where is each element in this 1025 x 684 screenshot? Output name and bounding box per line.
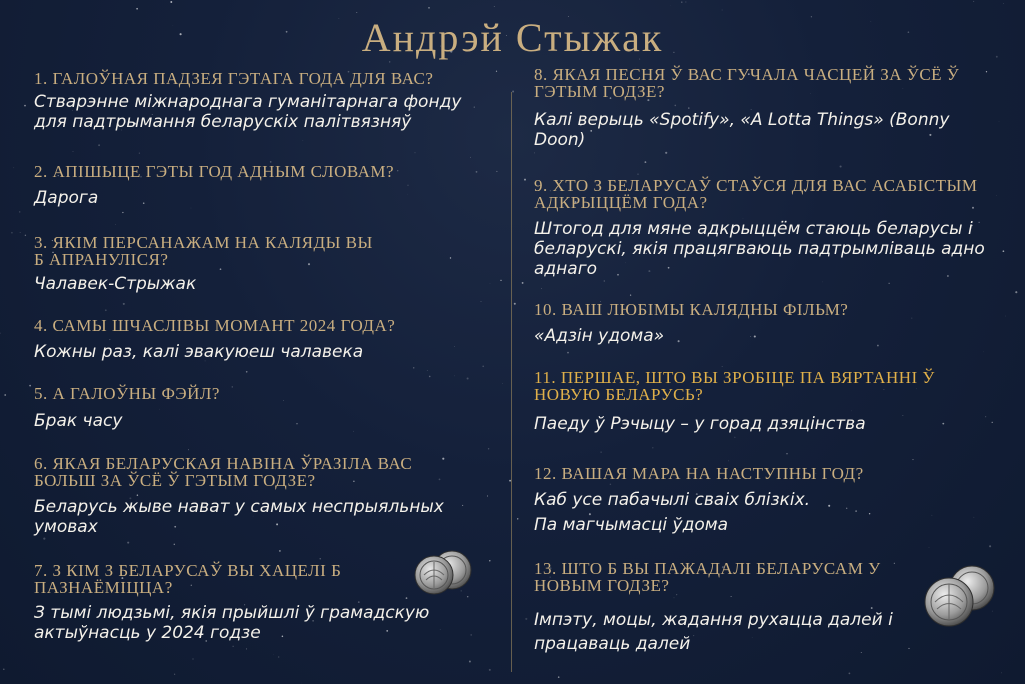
column-divider	[511, 92, 512, 672]
star	[25, 235, 26, 236]
star	[43, 538, 45, 540]
star	[439, 479, 441, 481]
question-11: 11. ПЕРШАЕ, ШТО ВЫ ЗРОБІЦЕ ПА ВЯРТАННІ Ў НОВУЮ БЕЛАРУСЬ?	[534, 368, 935, 404]
star	[676, 594, 677, 595]
star	[567, 352, 569, 354]
star	[320, 558, 321, 559]
star	[450, 257, 451, 258]
star	[604, 281, 605, 282]
answer-12: Каб усе пабачылі сваіх блізкіх. Па магчымасці ўдома	[534, 490, 811, 535]
star	[174, 544, 175, 545]
star	[786, 453, 787, 454]
star	[534, 153, 535, 154]
question-1: 1. ГАЛОЎНАЯ ПАДЗЕЯ ГЭТАГА ГОДА ДЛЯ ВАС?	[34, 69, 434, 88]
star	[482, 365, 484, 367]
star	[139, 152, 140, 153]
star	[193, 659, 194, 660]
star	[522, 282, 524, 284]
star	[489, 669, 491, 671]
star	[653, 448, 654, 449]
star	[407, 185, 408, 186]
star	[645, 161, 647, 163]
star	[1015, 291, 1017, 293]
star	[1003, 3, 1004, 4]
coin-stack-left-icon	[412, 548, 474, 598]
star	[353, 431, 354, 432]
answer-2: Дарога	[34, 188, 99, 208]
star	[127, 542, 129, 544]
star	[170, 1, 172, 3]
star	[517, 518, 518, 519]
question-3: 3. ЯКІМ ПЕРСАНАЖАМ НА КАЛЯДЫ ВЫ Б АПРАНУЛІСЯ?	[34, 233, 373, 269]
star	[159, 409, 160, 410]
star	[849, 673, 851, 675]
star	[488, 448, 489, 449]
star	[496, 71, 497, 72]
star	[889, 283, 890, 284]
question-10: 10. ВАШ ЛЮБІМЫ КАЛЯДНЫ ФІЛЬМ?	[534, 300, 849, 319]
star	[996, 195, 997, 196]
star	[989, 545, 991, 547]
star	[467, 377, 469, 379]
star	[637, 174, 638, 175]
answer-11: Паеду ў Рэчыцу – у горад дзяцінства	[534, 414, 866, 434]
star	[220, 268, 222, 270]
star	[610, 484, 611, 485]
star	[480, 301, 481, 302]
answer-5: Брак часу	[34, 411, 123, 431]
star	[469, 661, 471, 663]
star	[681, 1, 682, 2]
star	[630, 294, 631, 295]
star	[512, 91, 514, 93]
star	[4, 394, 6, 396]
star	[115, 224, 116, 225]
answer-13: Імпэту, моцы, жадання рухацца далей і працаваць далей	[534, 610, 893, 654]
star	[674, 105, 676, 107]
star	[73, 151, 74, 152]
star	[279, 550, 281, 552]
star	[0, 333, 1, 334]
star	[999, 121, 1000, 122]
star	[413, 367, 414, 368]
star	[541, 288, 542, 289]
answer-3: Чалавек-Стрыжак	[34, 274, 197, 294]
star	[912, 459, 913, 460]
star	[470, 157, 471, 158]
star	[136, 8, 138, 10]
star	[24, 105, 26, 107]
star	[233, 646, 234, 647]
answer-6: Беларусь жыве нават у самых неспрыяльных умовах	[34, 497, 444, 537]
star	[414, 152, 415, 153]
star	[1003, 250, 1005, 252]
star	[722, 10, 723, 11]
star	[665, 152, 667, 154]
star	[429, 376, 431, 378]
star	[600, 451, 601, 452]
star	[514, 303, 516, 305]
star	[674, 597, 675, 598]
star	[246, 371, 248, 373]
star	[840, 165, 842, 167]
star	[137, 494, 138, 495]
star	[246, 648, 247, 649]
answer-4: Кожны раз, калі эвакуюеш чалавека	[34, 342, 364, 362]
star	[356, 12, 357, 13]
star	[278, 656, 279, 657]
star	[494, 6, 495, 7]
star	[822, 282, 823, 283]
answer-7: З тымі людзьмі, якія прыйшлі ў грамадскую актыўнасць у 2024 годзе	[34, 603, 430, 643]
star	[20, 232, 21, 233]
star	[98, 144, 100, 146]
star	[722, 366, 723, 367]
star	[686, 2, 687, 3]
answer-1: Стварэнне міжнароднага гуманітарнага фонду для падтрымання беларускіх палітвязняў	[34, 92, 462, 132]
star	[427, 370, 428, 371]
star	[973, 1, 974, 2]
question-5: 5. А ГАЛОЎНЫ ФЭЙЛ?	[34, 384, 220, 403]
answer-10: «Адзін удома»	[534, 326, 665, 346]
answer-8: Калі верыць «Spotify», «A Lotta Things» (Bonny Doon)	[534, 110, 950, 150]
star	[11, 232, 13, 234]
question-2: 2. АПІШЫЦЕ ГЭТЫ ГОД АДНЫМ СЛОВАМ?	[34, 162, 395, 181]
star	[3, 668, 5, 670]
star	[688, 107, 689, 108]
star	[731, 596, 732, 597]
star	[19, 211, 21, 213]
star	[29, 385, 31, 387]
star	[489, 560, 490, 561]
page-title: Андрэй Стыжак	[361, 15, 664, 60]
star	[123, 303, 125, 305]
question-12: 12. ВАШАЯ МАРА НА НАСТУПНЫ ГОД?	[534, 464, 864, 483]
star	[502, 383, 503, 384]
star	[174, 674, 175, 675]
star	[929, 547, 930, 548]
star	[188, 449, 189, 450]
star	[525, 618, 527, 620]
star	[105, 309, 107, 311]
star	[406, 597, 408, 599]
star	[442, 458, 444, 460]
question-6: 6. ЯКАЯ БЕЛАРУСКАЯ НАВІНА ЎРАЗІЛА ВАС БОЛЬШ ЗА ЎСЁ Ў ГЭТЫМ ГОДЗЕ?	[34, 454, 413, 490]
star	[428, 7, 429, 8]
star	[500, 280, 501, 281]
coin-stack-right-icon	[922, 564, 1000, 628]
question-8: 8. ЯКАЯ ПЕСНЯ Ў ВАС ГУЧАЛА ЧАСЦЕЙ ЗА ЎСЁ Ў ГЭТЫМ ГОДЗЕ?	[534, 65, 960, 101]
answer-9: Штогод для мяне адкрыццём стаюць беларусы і беларускі, якія працягваюць падтрымліваць адно аднаго	[534, 219, 985, 279]
star	[13, 167, 14, 168]
question-4: 4. САМЫ ШЧАСЛІВЫ МОМАНТ 2024 ГОДА?	[34, 316, 396, 335]
star	[109, 339, 110, 340]
star	[734, 437, 735, 438]
question-7: 7. З КІМ З БЕЛАРУСАЎ ВЫ ХАЦЕЛІ Б ПАЗНАЁМІЦЦА?	[34, 561, 342, 597]
star	[524, 179, 526, 181]
star	[1001, 672, 1002, 673]
star	[558, 676, 560, 678]
star	[122, 212, 123, 213]
star	[389, 61, 390, 62]
question-13: 13. ШТО Б ВЫ ПАЖАДАЛІ БЕЛАРУСАМ У НОВЫМ ГОДЗЕ?	[534, 559, 881, 595]
star	[728, 461, 729, 462]
star	[986, 71, 987, 72]
question-9: 9. ХТО З БЕЛАРУСАЎ СТАЎСЯ ДЛЯ ВАС АСАБІСТЫМ АДКРЫЦЦЁМ ГОДА?	[534, 176, 978, 212]
star	[496, 171, 497, 172]
